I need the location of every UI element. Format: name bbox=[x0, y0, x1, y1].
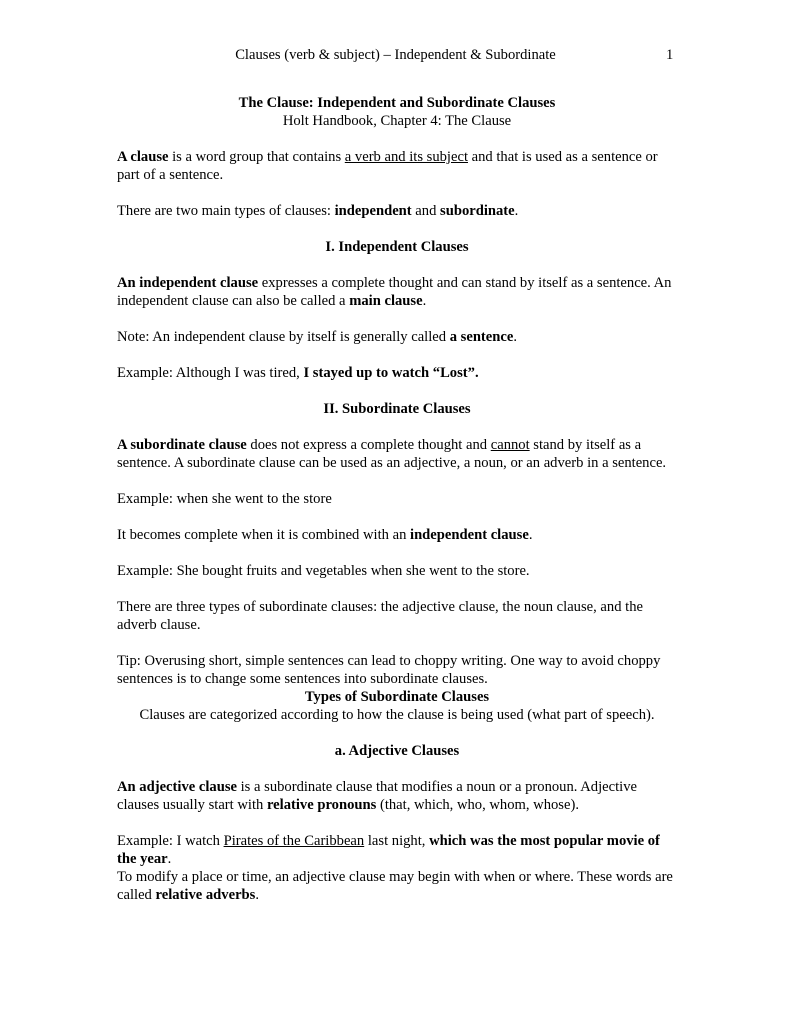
text-span: To modify a place or time, an adjective clause may begin with when or where. These words are called bbox=[117, 869, 673, 903]
subordinate-definition bbox=[117, 436, 677, 472]
document-body bbox=[117, 94, 677, 904]
text-span: last night, bbox=[364, 833, 430, 849]
underline-cannot: cannot bbox=[490, 437, 530, 453]
text-span: . bbox=[167, 851, 172, 867]
page-number: 1 bbox=[666, 47, 674, 63]
text-span: . bbox=[255, 887, 259, 903]
text-span: and that is used as a sentence or part of a sentence. bbox=[117, 149, 658, 183]
underline-verb-subject: a verb and its subject bbox=[344, 149, 468, 165]
subordinate-example-1: Example: when she went to the store bbox=[117, 491, 332, 507]
section-heading-subordinate bbox=[117, 400, 677, 418]
subordinate-tip: Tip: Overusing short, simple sentences can lead to choppy writing. One way to avoid choppy sentences is to change some sentences into subordinate clauses. bbox=[117, 653, 661, 687]
document-title bbox=[117, 94, 677, 112]
underline-movie-title: Pirates of the Caribbean bbox=[223, 833, 365, 849]
text-span: (that, which, who, whom, whose). bbox=[376, 797, 579, 813]
header-title: Clauses (verb & subject) – Independent & Subordinate bbox=[235, 47, 556, 63]
independent-example bbox=[117, 364, 677, 382]
adjective-example bbox=[117, 832, 677, 868]
subordinate-example-2: Example: She bought fruits and vegetables when she went to the store. bbox=[117, 563, 530, 579]
term-adjective-clause: An adjective clause bbox=[117, 779, 237, 795]
text-span: It becomes complete when it is combined with an bbox=[117, 527, 411, 543]
text-span: Note: An independent clause by itself is generally called bbox=[117, 329, 450, 345]
example-bold: I stayed up to watch “Lost”. bbox=[303, 365, 479, 381]
term-sentence: a sentence bbox=[449, 329, 514, 345]
text-span: . bbox=[422, 293, 427, 309]
term-subordinate: subordinate bbox=[440, 203, 515, 219]
types-heading bbox=[117, 688, 677, 706]
term-independent: independent bbox=[334, 203, 412, 219]
term-subordinate-clause: A subordinate clause bbox=[117, 437, 247, 453]
text-span: There are two main types of clauses: bbox=[117, 203, 335, 219]
document-subtitle: Holt Handbook, Chapter 4: The Clause bbox=[282, 113, 512, 129]
independent-definition bbox=[117, 274, 677, 310]
title-main: The Clause: Independent and Subordinate Clauses bbox=[238, 95, 556, 111]
text-span: is a word group that contains bbox=[168, 149, 345, 165]
text-span: Example: Although I was tired, bbox=[117, 365, 304, 381]
adjective-modify bbox=[117, 868, 677, 904]
text-span: and bbox=[411, 203, 441, 219]
heading-text: Types of Subordinate Clauses bbox=[304, 689, 490, 705]
subordinate-three-types: There are three types of subordinate clauses: the adjective clause, the noun clause, and the adverb clause. bbox=[117, 599, 643, 633]
subordinate-complete bbox=[117, 526, 677, 544]
term-main-clause: main clause bbox=[349, 293, 423, 309]
clause-types bbox=[117, 202, 677, 220]
section-heading-adjective bbox=[117, 742, 677, 760]
heading-text: II. Subordinate Clauses bbox=[323, 401, 471, 417]
heading-text: a. Adjective Clauses bbox=[334, 743, 460, 759]
term-relative-adverbs: relative adverbs bbox=[155, 887, 256, 903]
independent-note bbox=[117, 328, 677, 346]
term-clause: A clause bbox=[117, 149, 169, 165]
types-description: Clauses are categorized according to how the clause is being used (what part of speech). bbox=[139, 707, 655, 723]
page-header bbox=[0, 46, 791, 66]
text-span: Example: I watch bbox=[117, 833, 224, 849]
clause-definition bbox=[117, 148, 677, 184]
term-independent-clause: independent clause bbox=[410, 527, 529, 543]
heading-text: I. Independent Clauses bbox=[325, 239, 469, 255]
text-span: does not express a complete thought and bbox=[246, 437, 491, 453]
term-relative-pronouns: relative pronouns bbox=[266, 797, 377, 813]
example-bold: which was the most popular movie of the year bbox=[117, 833, 660, 867]
text-span: . bbox=[514, 203, 519, 219]
text-span: is a subordinate clause that modifies a noun or a pronoun. Adjective clauses usually start with bbox=[117, 779, 637, 813]
term-independent-clause: An independent clause bbox=[117, 275, 259, 291]
text-span: . bbox=[528, 527, 533, 543]
text-span: . bbox=[513, 329, 518, 345]
adjective-definition bbox=[117, 778, 677, 814]
section-heading-independent bbox=[117, 238, 677, 256]
text-span: stand by itself as a sentence. A subordinate clause can be used as an adjective, a noun, or an adverb in a sentence. bbox=[117, 437, 667, 471]
text-span: expresses a complete thought and can stand by itself as a sentence. An independent clause can also be called a bbox=[117, 275, 672, 309]
